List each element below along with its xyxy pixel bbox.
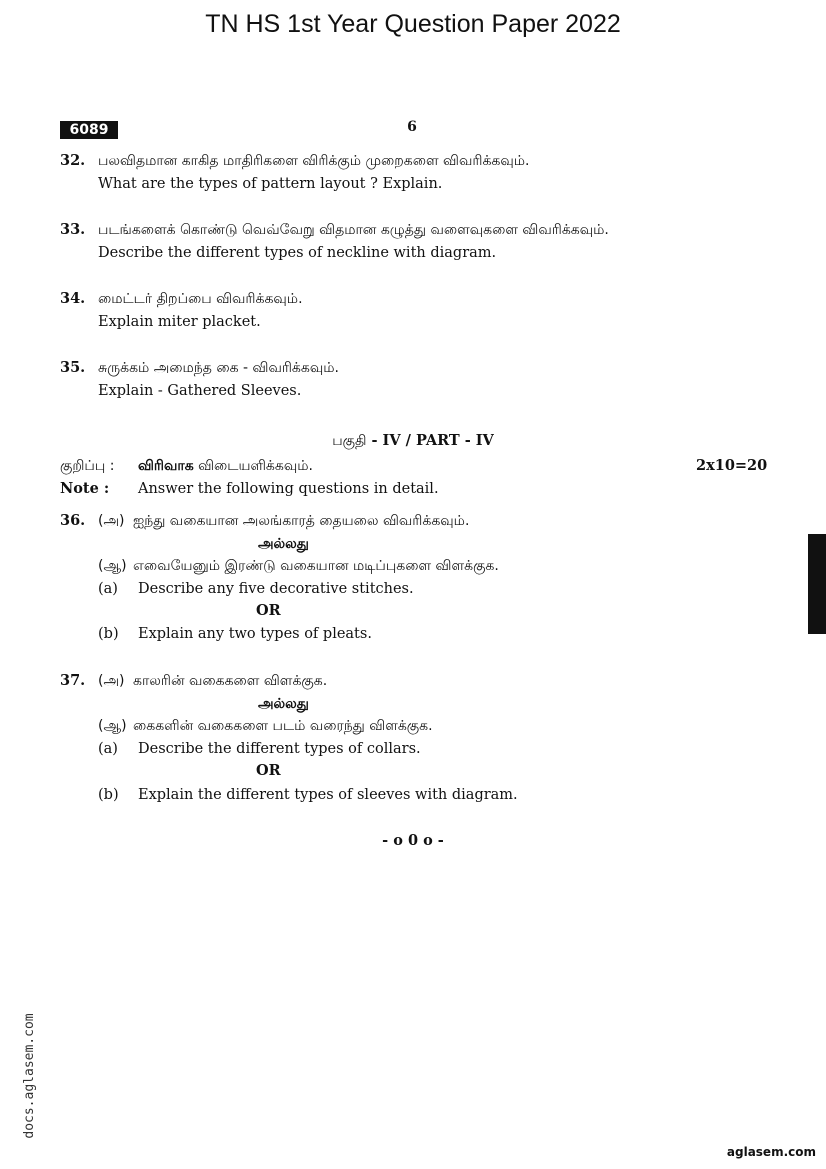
or-english: OR: [256, 762, 281, 779]
watermark: docs.aglasem.com: [22, 1013, 37, 1139]
question-number: 37.: [60, 672, 86, 689]
option-a-tamil: காலரின் வகைகளை விளக்குக.: [133, 673, 328, 689]
option-marker: (a): [98, 581, 118, 597]
question-text-english: Explain - Gathered Sleeves.: [98, 383, 302, 399]
or-english: OR: [256, 602, 281, 619]
option-b-tamil: கைகளின் வகைகளை படம் வரைந்து விளக்குக.: [133, 718, 433, 734]
option-marker: (அ): [98, 513, 125, 529]
side-tab-marker: [808, 534, 826, 634]
section-heading-english: - IV / PART - IV: [366, 432, 494, 449]
question-number: 32.: [60, 152, 86, 169]
question-text-english: Explain miter placket.: [98, 314, 261, 330]
option-marker: (அ): [98, 673, 125, 689]
note-text-tamil: [138, 457, 313, 475]
option-marker: (a): [98, 741, 118, 757]
option-a-english: Describe any five decorative stitches.: [138, 581, 414, 597]
page-number: 6: [407, 119, 417, 135]
question-text-tamil: படங்களைக் கொண்டு வெவ்வேறு விதமான கழுத்து வளைவுகளை விவரிக்கவும்.: [98, 222, 609, 238]
or-tamil: அல்லது: [258, 696, 309, 712]
note-text-tamil-bold: விரிவாக: [138, 458, 194, 474]
note-label-tamil: குறிப்பு :: [60, 458, 115, 474]
note-label-english: Note :: [60, 480, 110, 497]
question-text-english: What are the types of pattern layout ? Explain.: [98, 176, 443, 192]
note-text-tamil-rest: விடையளிக்கவும்.: [193, 458, 313, 474]
question-text-tamil: சுருக்கம் அமைந்த கை - விவரிக்கவும்.: [98, 360, 339, 376]
page-title: TN HS 1st Year Question Paper 2022: [205, 10, 621, 38]
question-text-english: Describe the different types of neckline with diagram.: [98, 245, 497, 261]
question-number: 36.: [60, 512, 86, 529]
section-heading-tamil: பகுதி: [332, 433, 367, 449]
paper-code-badge: 6089: [60, 121, 118, 139]
option-marker: (b): [98, 787, 119, 803]
option-marker: (ஆ): [98, 718, 127, 734]
option-marker: (b): [98, 626, 119, 642]
brand-link[interactable]: aglasem.com: [726, 1145, 816, 1159]
question-text-tamil: பலவிதமான காகித மாதிரிகளை விரிக்கும் முறைகளை விவரிக்கவும்.: [98, 153, 530, 169]
question-number: 35.: [60, 359, 86, 376]
note-text-english: Answer the following questions in detail.: [138, 481, 439, 497]
option-a-english: Describe the different types of collars.: [138, 741, 421, 757]
option-marker: (ஆ): [98, 558, 127, 574]
option-b-tamil: எவையேனும் இரண்டு வகையான மடிப்புகளை விளக்குக.: [133, 558, 499, 574]
question-number: 33.: [60, 221, 86, 238]
option-b-english: Explain any two types of pleats.: [138, 626, 372, 642]
question-number: 34.: [60, 290, 86, 307]
end-mark: - o 0 o -: [382, 832, 444, 849]
option-a-tamil: ஐந்து வகையான அலங்காரத் தையலை விவரிக்கவும்.: [133, 513, 470, 529]
question-text-tamil: மைட்டர் திறப்பை விவரிக்கவும்.: [98, 291, 303, 307]
or-tamil: அல்லது: [258, 536, 309, 552]
section-heading: [0, 432, 826, 450]
option-b-english: Explain the different types of sleeves with diagram.: [138, 787, 518, 803]
marks-label: 2x10=20: [696, 457, 768, 474]
